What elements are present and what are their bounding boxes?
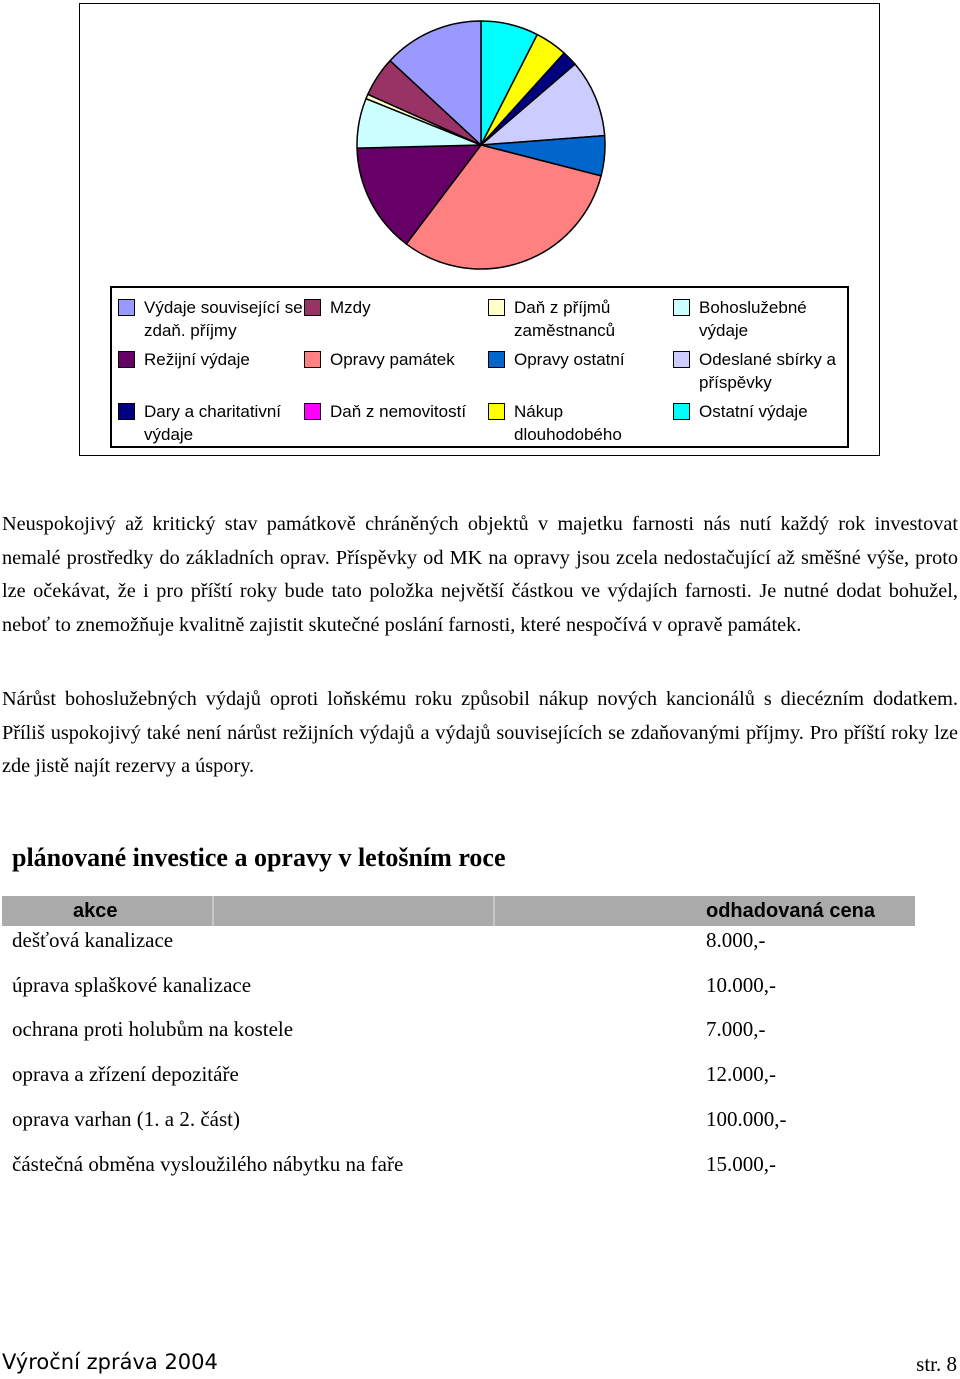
pie-chart xyxy=(80,4,879,284)
row-price: 12.000,- xyxy=(706,1062,776,1086)
row-action: dešťová kanalizace xyxy=(12,928,174,952)
legend-label: Mzdy xyxy=(330,298,371,317)
row-price: 15.000,- xyxy=(706,1152,776,1176)
section-title: plánované investice a opravy v letošním roce xyxy=(12,843,506,872)
legend-label: Ostatní výdaje xyxy=(699,402,808,421)
legend-swatch xyxy=(118,351,135,368)
row-action: oprava a zřízení depozitáře xyxy=(12,1062,239,1086)
legend-swatch xyxy=(118,299,135,316)
legend-label: Opravy památek xyxy=(330,350,455,369)
table-header xyxy=(2,896,915,926)
legend-swatch xyxy=(304,403,321,420)
legend-label: Výdaje související se zdaň. příjmy xyxy=(144,298,303,340)
chart-frame xyxy=(79,3,880,456)
footer-page-number: str. 8 xyxy=(916,1352,957,1376)
row-price: 10.000,- xyxy=(706,973,776,997)
table-row xyxy=(12,1062,912,1092)
paragraph-expenses: Nárůst bohoslužebných výdajů oproti loňskému roku způsobil nákup nových kancionálů s diecézním dodatkem. Příliš uspokojivý také není nárůst režijních výdajů a výdajů souvisejících se zdaňovanými příjmy. Pro příští roky lze zde jistě najít rezervy a úspory. xyxy=(2,688,958,777)
header-price: odhadovaná cena xyxy=(706,900,875,922)
legend-swatch xyxy=(488,351,505,368)
row-price: 8.000,- xyxy=(706,928,766,952)
row-action: oprava varhan (1. a 2. část) xyxy=(12,1107,240,1131)
row-price: 100.000,- xyxy=(706,1107,787,1131)
legend-swatch xyxy=(673,351,690,368)
legend-label: Opravy ostatní xyxy=(514,350,625,369)
legend-label: Režijní výdaje xyxy=(144,350,250,369)
legend-label: Daň z příjmů zaměstnanců xyxy=(514,298,616,340)
header-divider xyxy=(212,896,214,926)
paragraph-repairs: Neuspokojivý až kritický stav památkově chráněných objektů v majetku farnosti nás nutí každý rok investovat nemalé prostředky do základních oprav. Příspěvky od MK na opravy jsou zcela nedostačující až směšné výše, proto lze očekávat, že i pro příští roky bude tato položka největší částkou ve výdajích farnosti. Je nutné dodat bohužel, neboť to znemožňuje kvalitně zajistit skutečné poslání farnosti, které nespočívá v opravě památek. xyxy=(2,513,958,636)
row-action: ochrana proti holubům na kostele xyxy=(12,1017,294,1041)
legend-label: Odeslané sbírky a příspěvky xyxy=(699,350,837,392)
table-row xyxy=(12,928,912,958)
table-row xyxy=(12,1017,912,1047)
chart-legend xyxy=(110,286,849,448)
legend-swatch xyxy=(304,299,321,316)
legend-swatch xyxy=(118,403,135,420)
footer-report-title: Výroční zpráva 2004 xyxy=(2,1350,218,1374)
header-divider xyxy=(493,896,495,926)
legend-swatch xyxy=(488,403,505,420)
header-action: akce xyxy=(73,900,118,922)
table-row xyxy=(12,1152,912,1182)
legend-swatch xyxy=(488,299,505,316)
row-price: 7.000,- xyxy=(706,1017,766,1041)
legend-swatch xyxy=(673,299,690,316)
legend-swatch xyxy=(673,403,690,420)
legend-swatch xyxy=(304,351,321,368)
legend-label: Dary a charitativní výdaje xyxy=(144,402,281,444)
legend-label: Daň z nemovitostí xyxy=(330,402,467,421)
table-row xyxy=(12,1107,912,1137)
legend-label: Bohoslužebné výdaje xyxy=(699,298,807,340)
row-action: úprava splaškové kanalizace xyxy=(12,973,252,997)
legend-label: Nákup dlouhodobého xyxy=(514,402,622,444)
table-row xyxy=(12,973,912,1003)
row-action: částečná obměna vysloužilého nábytku na faře xyxy=(12,1152,404,1176)
